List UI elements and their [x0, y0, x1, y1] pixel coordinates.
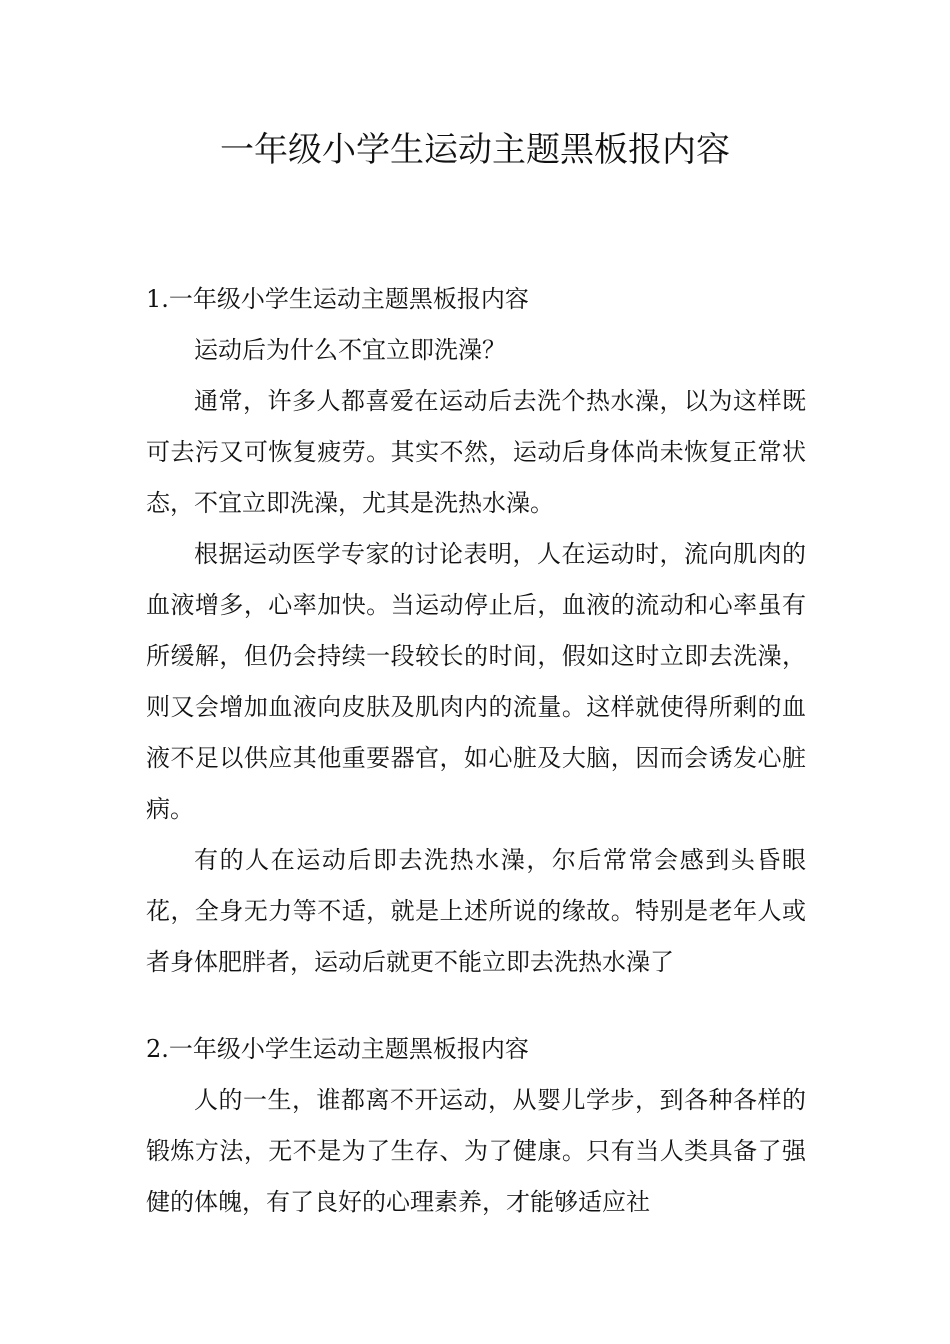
- paragraph: 通常，许多人都喜爱在运动后去洗个热水澡，以为这样既可去污又可恢复疲劳。其实不然，运动后身体尚未恢复正常状态，不宜立即洗澡，尤其是洗热水澡。: [146, 387, 806, 517]
- paragraph: 人的一生，谁都离不开运动，从婴儿学步，到各种各样的锻炼方法，无不是为了生存、为了健康。只有当人类具备了强健的体魄，有了良好的心理素养，才能够适应社: [146, 1086, 806, 1216]
- section-heading: 1.一年级小学生运动主题黑板报内容: [146, 285, 529, 313]
- section-1: [146, 274, 806, 988]
- page-title: 一年级小学生运动主题黑板报内容: [220, 130, 730, 170]
- paragraph: 有的人在运动后即去洗热水澡，尔后常常会感到头昏眼花，全身无力等不适，就是上述所说的缘故。特别是老年人或者身体肥胖者，运动后就更不能立即去洗热水澡了: [146, 846, 806, 976]
- section-heading: 2.一年级小学生运动主题黑板报内容: [146, 1035, 529, 1063]
- section-2: [146, 1024, 806, 1228]
- paragraph-question: 运动后为什么不宜立即洗澡？: [194, 336, 506, 364]
- paragraph: 根据运动医学专家的讨论表明，人在运动时，流向肌肉的血液增多，心率加快。当运动停止后，血液的流动和心率虽有所缓解，但仍会持续一段较长的时间，假如这时立即去洗澡，则又会增加血液向皮肤及肌肉内的流量。这样就使得所剩的血液不足以供应其他重要器官，如心脏及大脑，因而会诱发心脏病。: [146, 540, 806, 823]
